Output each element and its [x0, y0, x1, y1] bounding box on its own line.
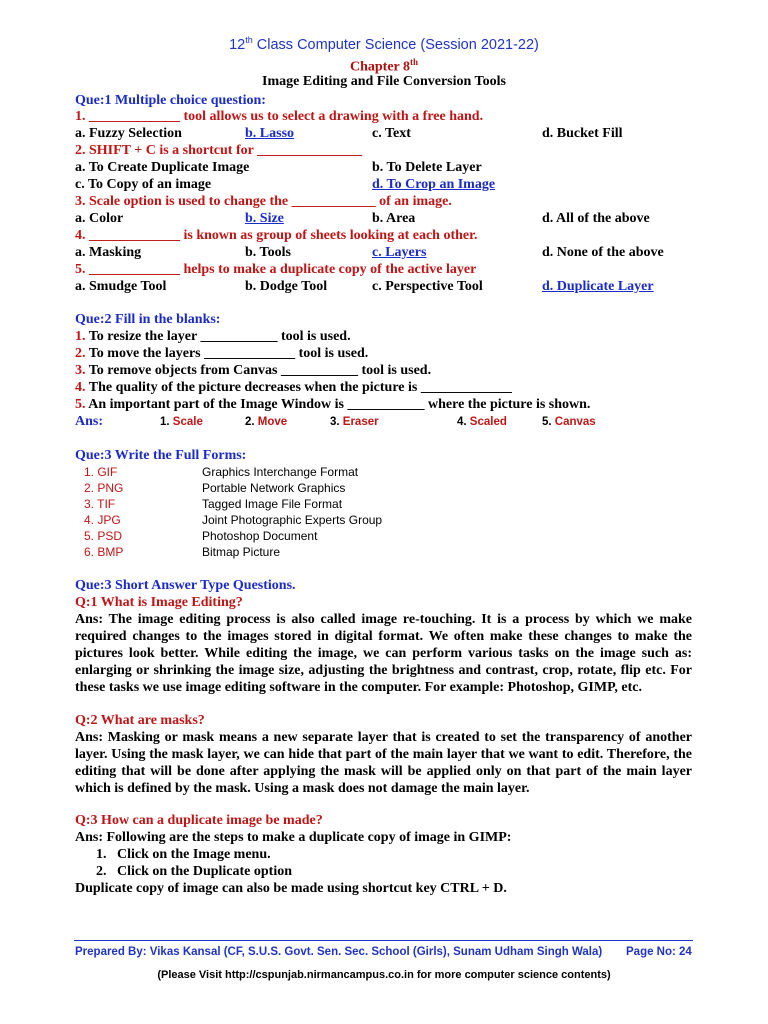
footer-page-number: Page No: 24 — [626, 946, 692, 958]
full-form-expansion: Photoshop Document — [202, 529, 318, 543]
mcq-question-3: 3. Scale option is used to change the ____________ of an image. — [75, 194, 452, 209]
fill-answer-1: 1. Scale — [160, 416, 203, 428]
full-form-abbr: 5. PSD — [84, 529, 123, 543]
footer-visit-note: (Please Visit http://cspunjab.nirmancampus.co.in for more computer science contents) — [157, 969, 611, 981]
short-answer-heading: Que:3 Short Answer Type Questions. — [75, 578, 296, 593]
full-forms-heading: Que:3 Write the Full Forms: — [75, 448, 247, 463]
full-form-abbr: 1. GIF — [84, 465, 118, 479]
full-form-expansion: Tagged Image File Format — [202, 497, 343, 511]
footer-divider — [74, 940, 693, 941]
mcq-1-option-b-answer: b. Lasso — [245, 126, 295, 141]
full-form-expansion: Graphics Interchange Format — [202, 465, 359, 479]
short-answer-3-intro: Ans: Following are the steps to make a duplicate copy of image in GIMP: — [75, 830, 512, 845]
full-form-expansion: Portable Network Graphics — [202, 481, 346, 495]
mcq-3-option-b-answer: b. Size — [245, 211, 284, 226]
mcq-heading: Que:1 Multiple choice question: — [75, 93, 266, 108]
mcq-3-option-c: b. Area — [372, 211, 416, 226]
full-form-abbr: 6. BMP — [84, 545, 124, 559]
short-answer-1: Ans: The image editing process is also called image re-touching. It is a process by which we make required changes to the images stored in digital format. We often make these changes to make the pictures look better. While editing the image, we can perform various tasks on the image such as: enlarging or shrinking the image size, adjusting the brightness and contrast, crop, rotate, flip etc. For these tasks we use image editing software in the computer. For example: Photoshop, GIMP, etc. — [75, 612, 692, 695]
mcq-question-4: 4. _____________ is known as group of sheets looking at each other. — [75, 228, 478, 243]
mcq-2-option-c: c. To Copy of an image — [75, 177, 212, 192]
mcq-3-option-a: a. Color — [75, 211, 124, 226]
fill-blanks-heading: Que:2 Fill in the blanks: — [75, 312, 221, 327]
mcq-2-option-d-answer: d. To Crop an Image — [372, 177, 496, 192]
mcq-5-option-a: a. Smudge Tool — [75, 279, 167, 294]
chapter-title: Chapter 8th — [349, 57, 419, 75]
mcq-4-option-b: b. Tools — [245, 245, 291, 260]
full-form-expansion: Joint Photographic Experts Group — [202, 513, 383, 527]
fill-blank-1: 1. To resize the layer ___________ tool is used. — [75, 329, 351, 344]
mcq-2-option-a: a. To Create Duplicate Image — [75, 160, 250, 175]
fill-answer-3: 3. Eraser — [330, 416, 379, 428]
short-answer-2: Ans: Masking or mask means a new separate layer that is created to set the transparency of another layer. Using the mask layer, we can hide that part of the main layer that we want to edit. Therefore, the editing that will be done after applying the mask will be applied only on that part of the main layer which is defined by the mask. Using a mask does not damage the main layer. — [75, 730, 692, 796]
mcq-question-2: 2. SHIFT + C is a shortcut for _______________ — [75, 143, 363, 158]
fill-blanks-ans-label: Ans: — [75, 414, 104, 429]
mcq-question-1: 1. _____________ tool allows us to select a drawing with a free hand. — [75, 109, 484, 124]
footer-prepared-by: Prepared By: Vikas Kansal (CF, S.U.S. Govt. Sen. Sec. School (Girls), Sunam Udham Singh Wala) — [75, 946, 603, 958]
step-text: Click on the Duplicate option — [117, 864, 293, 879]
mcq-question-5: 5. _____________ helps to make a duplicate copy of the active layer — [75, 262, 477, 277]
mcq-2-option-b: b. To Delete Layer — [372, 160, 482, 175]
fill-answer-4: 4. Scaled — [457, 416, 507, 428]
mcq-5-option-c: c. Perspective Tool — [372, 279, 483, 294]
fill-answer-5: 5. Canvas — [542, 416, 596, 428]
page-header-title: 12th Class Computer Science (Session 2021-22) — [229, 35, 539, 53]
full-form-abbr: 3. TIF — [84, 497, 116, 511]
fill-blank-4: 4. The quality of the picture decreases when the picture is _____________ — [75, 380, 512, 395]
mcq-5-option-b: b. Dodge Tool — [245, 279, 328, 294]
fill-blank-2: 2. To move the layers _____________ tool is used. — [75, 346, 369, 361]
fill-blank-5: 5. An important part of the Image Window is ___________ where the picture is shown. — [75, 397, 591, 412]
short-question-2: Q:2 What are masks? — [75, 713, 205, 728]
mcq-4-option-c-answer: c. Layers — [372, 245, 427, 260]
chapter-subtitle: Image Editing and File Conversion Tools — [262, 74, 506, 89]
step-number: 2. — [96, 864, 107, 879]
step-number: 1. — [96, 847, 107, 862]
fill-blank-3: 3. To remove objects from Canvas ___________ tool is used. — [75, 363, 432, 378]
short-question-1: Q:1 What is Image Editing? — [75, 595, 243, 610]
full-form-abbr: 2. PNG — [84, 481, 124, 495]
short-question-3: Q:3 How can a duplicate image be made? — [75, 813, 323, 828]
full-form-expansion: Bitmap Picture — [202, 545, 281, 559]
step-text: Click on the Image menu. — [117, 847, 271, 862]
mcq-1-option-c: c. Text — [372, 126, 411, 141]
mcq-1-option-d: d. Bucket Fill — [542, 126, 623, 141]
short-answer-3-closing: Duplicate copy of image can also be made using shortcut key CTRL + D. — [75, 881, 507, 896]
mcq-4-option-d: d. None of the above — [542, 245, 664, 260]
mcq-5-option-d-answer: d. Duplicate Layer — [542, 279, 654, 294]
full-form-abbr: 4. JPG — [84, 513, 121, 527]
mcq-4-option-a: a. Masking — [75, 245, 142, 260]
mcq-1-option-a: a. Fuzzy Selection — [75, 126, 182, 141]
mcq-3-option-d: d. All of the above — [542, 211, 650, 226]
fill-answer-2: 2. Move — [245, 416, 288, 428]
